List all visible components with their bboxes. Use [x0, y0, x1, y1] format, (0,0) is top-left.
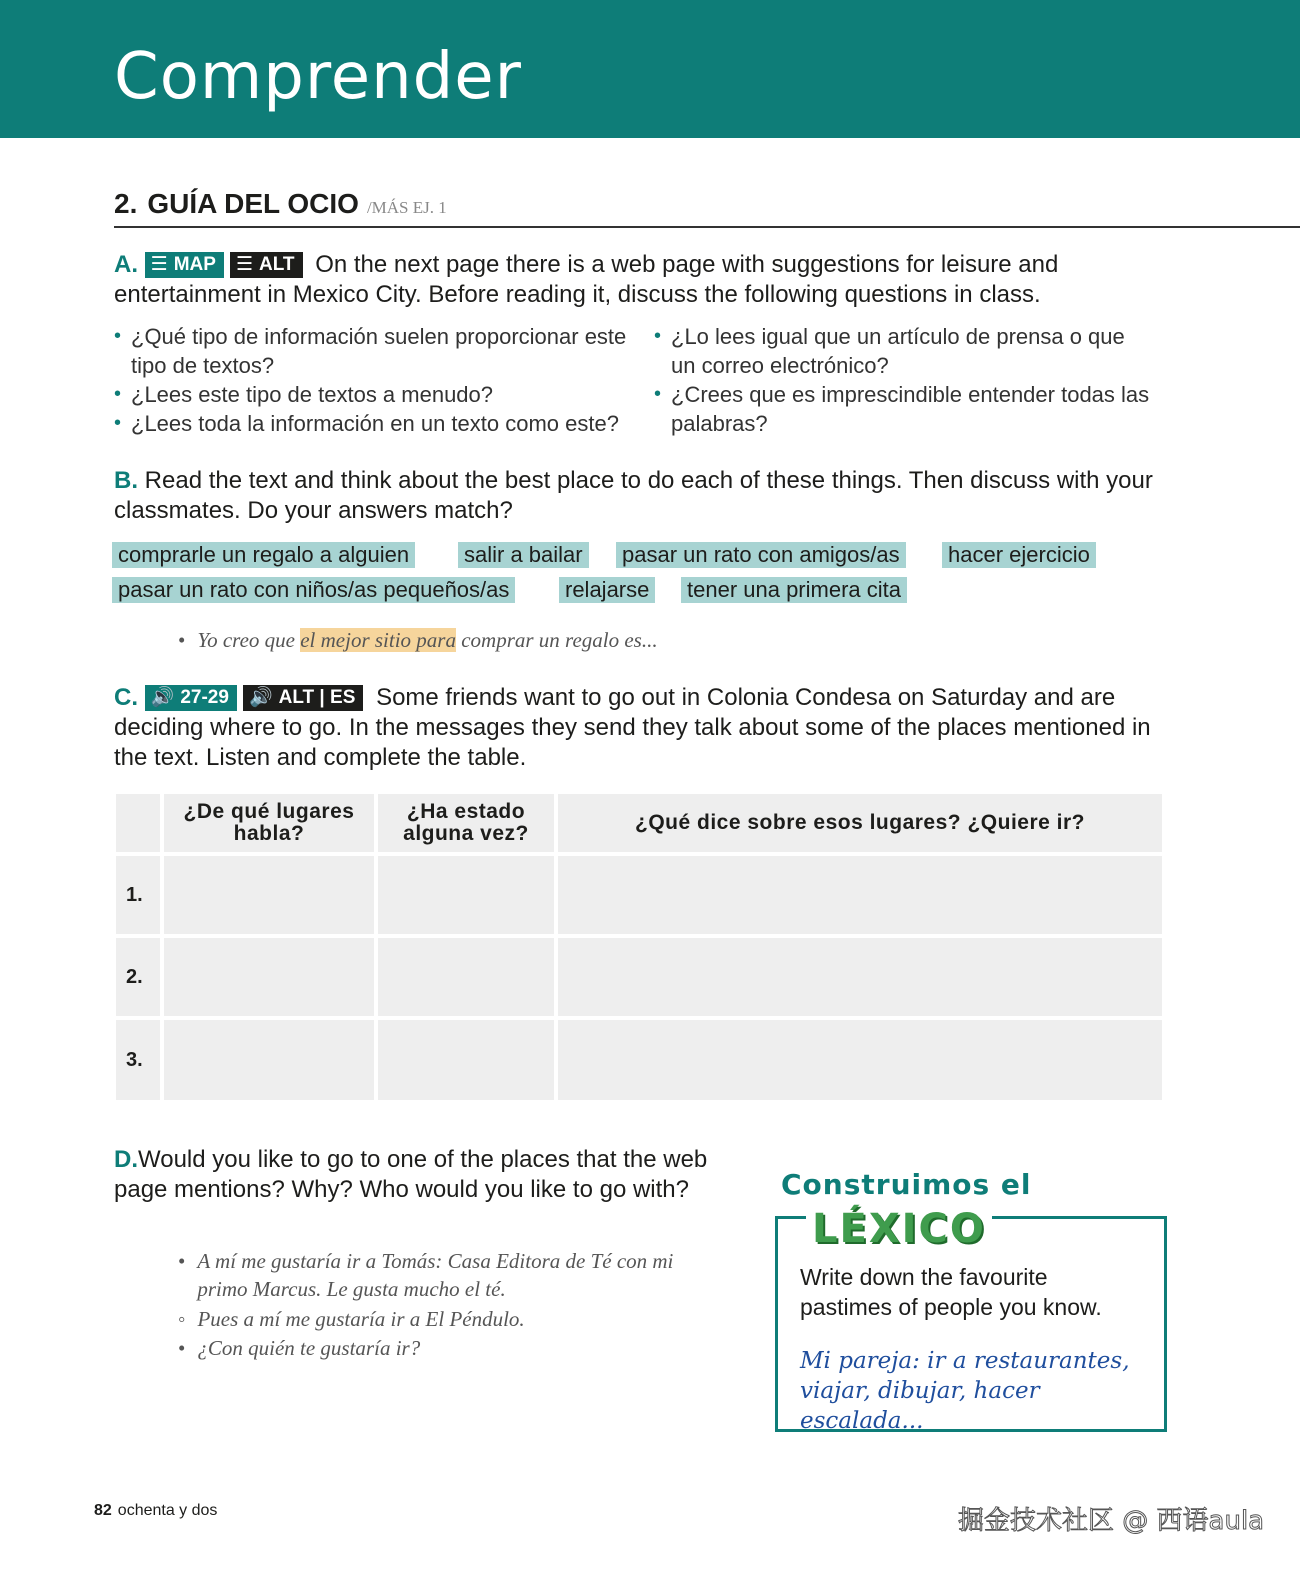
menu-icon: ☰ — [150, 254, 168, 275]
part-d-text: Would you like to go to one of the places that the web page mentions? Why? Who would you like to go with? — [114, 1146, 708, 1203]
lexico-heading: Construimos el — [781, 1168, 1038, 1201]
section-number: 2. — [114, 188, 138, 219]
audio-tag[interactable]: 🔊 27-29 — [145, 685, 237, 711]
speaker-icon: 🔊 — [150, 687, 175, 708]
table-corner — [116, 794, 160, 852]
map-tag[interactable]: ☰ MAP — [145, 252, 224, 278]
row-number: 2. — [116, 938, 160, 1016]
part-a-letter: A. — [114, 251, 138, 278]
row-number: 3. — [116, 1020, 160, 1100]
part-c-intro — [114, 683, 1174, 773]
table-cell-input[interactable] — [558, 1020, 1162, 1100]
activity-chip: tener una primera cita — [681, 577, 907, 603]
bullet-dot: • — [178, 1336, 186, 1360]
part-a-intro — [114, 250, 1174, 310]
part-d-example: ◦ Pues a mí me gustaría ir a El Péndulo. — [178, 1307, 525, 1331]
part-c-text: Some friends want to go out in Colonia Condesa on Saturday and are deciding where to go. In the messages they send they talk about some of the places mentioned in the text. Listen and complete the table. — [114, 684, 1151, 771]
lexico-badge: LÉXICO — [806, 1206, 992, 1252]
part-b-intro — [114, 466, 1174, 526]
part-b-letter: B. — [114, 467, 138, 494]
speaker-icon: 🔊 — [248, 687, 273, 708]
table-cell-input[interactable] — [378, 938, 554, 1016]
page-title: Comprender — [114, 40, 522, 114]
page-number: 82 — [94, 1502, 112, 1519]
answer-table — [116, 794, 1162, 1100]
part-b-text: Read the text and think about the best place to do each of these things. Then discuss with your classmates. Do your answers match? — [114, 467, 1153, 524]
table-cell-input[interactable] — [378, 856, 554, 934]
activity-chip: comprarle un regalo a alguien — [112, 542, 415, 568]
activity-chip: relajarse — [559, 577, 655, 603]
table-cell-input[interactable] — [558, 938, 1162, 1016]
section-title — [114, 188, 1300, 228]
table-cell-input[interactable] — [164, 856, 374, 934]
page-number-words: ochenta y dos — [117, 1502, 218, 1519]
section-name: GUÍA DEL OCIO — [147, 188, 359, 219]
activity-chip: pasar un rato con niños/as pequeños/as — [112, 577, 515, 603]
alt-es-tag[interactable]: 🔊 ALT | ES — [243, 685, 363, 711]
list-item: • ¿Lees este tipo de textos a menudo? — [114, 380, 629, 409]
lexico-instruction: Write down the favourite pastimes of people you know. — [800, 1264, 1102, 1320]
list-item: • ¿Lees toda la información en un texto como este? — [114, 409, 629, 438]
lexico-handwriting: Mi pareja: ir a restaurantes, viajar, dibujar, hacer escalada... — [800, 1348, 1130, 1434]
table-cell-input[interactable] — [378, 1020, 554, 1100]
bullet-dot: • — [178, 628, 186, 652]
activity-chip: hacer ejercicio — [942, 542, 1096, 568]
table-header: ¿Qué dice sobre esos lugares? ¿Quiere ir? — [558, 794, 1162, 852]
table-cell-input[interactable] — [558, 856, 1162, 934]
activity-chip: pasar un rato con amigos/as — [616, 542, 906, 568]
page-footer — [94, 1502, 217, 1520]
alt-tag[interactable]: ☰ ALT — [230, 252, 303, 278]
bullet-dot: ◦ — [178, 1307, 186, 1331]
part-b-example: • Yo creo que el mejor sitio para comprar un regalo es... — [178, 628, 658, 652]
table-header: ¿De qué lugares habla? — [164, 794, 374, 852]
header-band — [0, 0, 1300, 138]
table-cell-input[interactable] — [164, 938, 374, 1016]
list-item: • ¿Lo lees igual que un artículo de prensa o que un correo electrónico? — [654, 322, 1154, 380]
watermark: 掘金技术社区 @ 西语aula — [958, 1506, 1265, 1536]
part-d-letter: D. — [114, 1146, 138, 1173]
part-d-intro — [114, 1145, 724, 1205]
part-d-example: • ¿Con quién te gustaría ir? — [178, 1336, 421, 1360]
part-d-example: • A mí me gustaría ir a Tomás: Casa Editora de Té con mi primo Marcus. Le gusta mucho el té. — [178, 1249, 674, 1301]
questions-right — [654, 322, 1154, 438]
list-item: • ¿Crees que es imprescindible entender todas las palabras? — [654, 380, 1154, 438]
part-c-letter: C. — [114, 684, 138, 711]
activity-chip: salir a bailar — [458, 542, 589, 568]
highlight-phrase: el mejor sitio para — [300, 628, 456, 652]
row-number: 1. — [116, 856, 160, 934]
questions-left — [114, 322, 629, 438]
list-item: • ¿Qué tipo de información suelen proporcionar este tipo de textos? — [114, 322, 629, 380]
menu-icon: ☰ — [235, 254, 253, 275]
table-cell-input[interactable] — [164, 1020, 374, 1100]
bullet-dot: • — [178, 1249, 186, 1273]
section-ref: /MÁS EJ. 1 — [366, 198, 447, 217]
table-header: ¿Ha estado alguna vez? — [378, 794, 554, 852]
part-a-text: On the next page there is a web page with suggestions for leisure and entertainment in Mexico City. Before reading it, discuss the following questions in class. — [114, 251, 1059, 308]
